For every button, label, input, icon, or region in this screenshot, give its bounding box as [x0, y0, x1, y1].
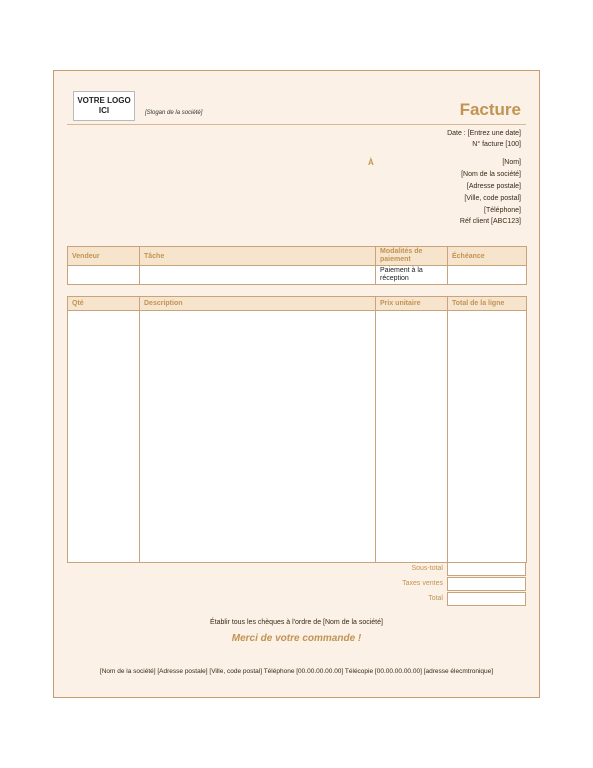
header-prix-unitaire: Prix unitaire: [376, 297, 448, 311]
header-tache: Tâche: [140, 247, 376, 266]
total-label: Total: [428, 595, 443, 602]
cell-tache[interactable]: [140, 266, 376, 285]
cell-prix-unitaire[interactable]: [376, 311, 448, 563]
cell-description[interactable]: [140, 311, 376, 563]
recipient-company[interactable]: [Nom de la société]: [461, 171, 521, 178]
recipient-name[interactable]: [Nom]: [502, 159, 521, 166]
subtotal-value[interactable]: [447, 562, 526, 576]
items-table: [67, 296, 527, 563]
cell-total-ligne[interactable]: [448, 311, 527, 563]
invoice-date[interactable]: Date : [Entrez une date]: [447, 130, 521, 137]
recipient-label: À: [368, 158, 374, 167]
invoice-number[interactable]: N° facture [100]: [472, 141, 521, 148]
company-slogan[interactable]: [Slogan de la société]: [145, 110, 203, 116]
cell-echeance[interactable]: [448, 266, 527, 285]
items-header-row: [68, 297, 527, 311]
header-modalites: Modalités de paiement: [376, 247, 448, 266]
terms-header-row: [68, 247, 527, 266]
recipient-address[interactable]: [Adresse postale]: [466, 183, 521, 190]
invoice-title: Facture: [459, 100, 521, 119]
thank-you-message: Merci de votre commande !: [231, 633, 362, 644]
terms-table: [67, 246, 527, 285]
header-description: Description: [140, 297, 376, 311]
cell-modalites[interactable]: Paiement à la réception: [376, 266, 448, 285]
cheque-note: Établir tous les chèques à l'ordre de [Nom de la société]: [210, 619, 383, 626]
header-vendeur: Vendeur: [68, 247, 140, 266]
cell-vendeur[interactable]: [68, 266, 140, 285]
total-value[interactable]: [447, 592, 526, 606]
tax-label: Taxes ventes: [402, 580, 443, 587]
items-body-row: [68, 311, 527, 563]
header-total-ligne: Total de la ligne: [448, 297, 527, 311]
terms-row: [68, 266, 527, 285]
header-qte: Qté: [68, 297, 140, 311]
tax-value[interactable]: [447, 577, 526, 591]
recipient-city[interactable]: [Ville, code postal]: [464, 195, 521, 202]
header-divider: [67, 124, 526, 125]
company-contact-footer[interactable]: [Nom de la société] [Adresse postale] [Ville, code postal] Téléphone [00.00.00.00.00] Télécopie [00.00.00.00.00] [adresse élecmtronique]: [99, 668, 494, 675]
recipient-phone[interactable]: [Téléphone]: [484, 207, 521, 214]
header-echeance: Échéance: [448, 247, 527, 266]
cell-qte[interactable]: [68, 311, 140, 563]
client-reference[interactable]: Réf client [ABC123]: [459, 218, 521, 225]
subtotal-label: Sous-total: [411, 565, 443, 572]
logo-placeholder[interactable]: VOTRE LOGO ICI: [73, 91, 135, 121]
